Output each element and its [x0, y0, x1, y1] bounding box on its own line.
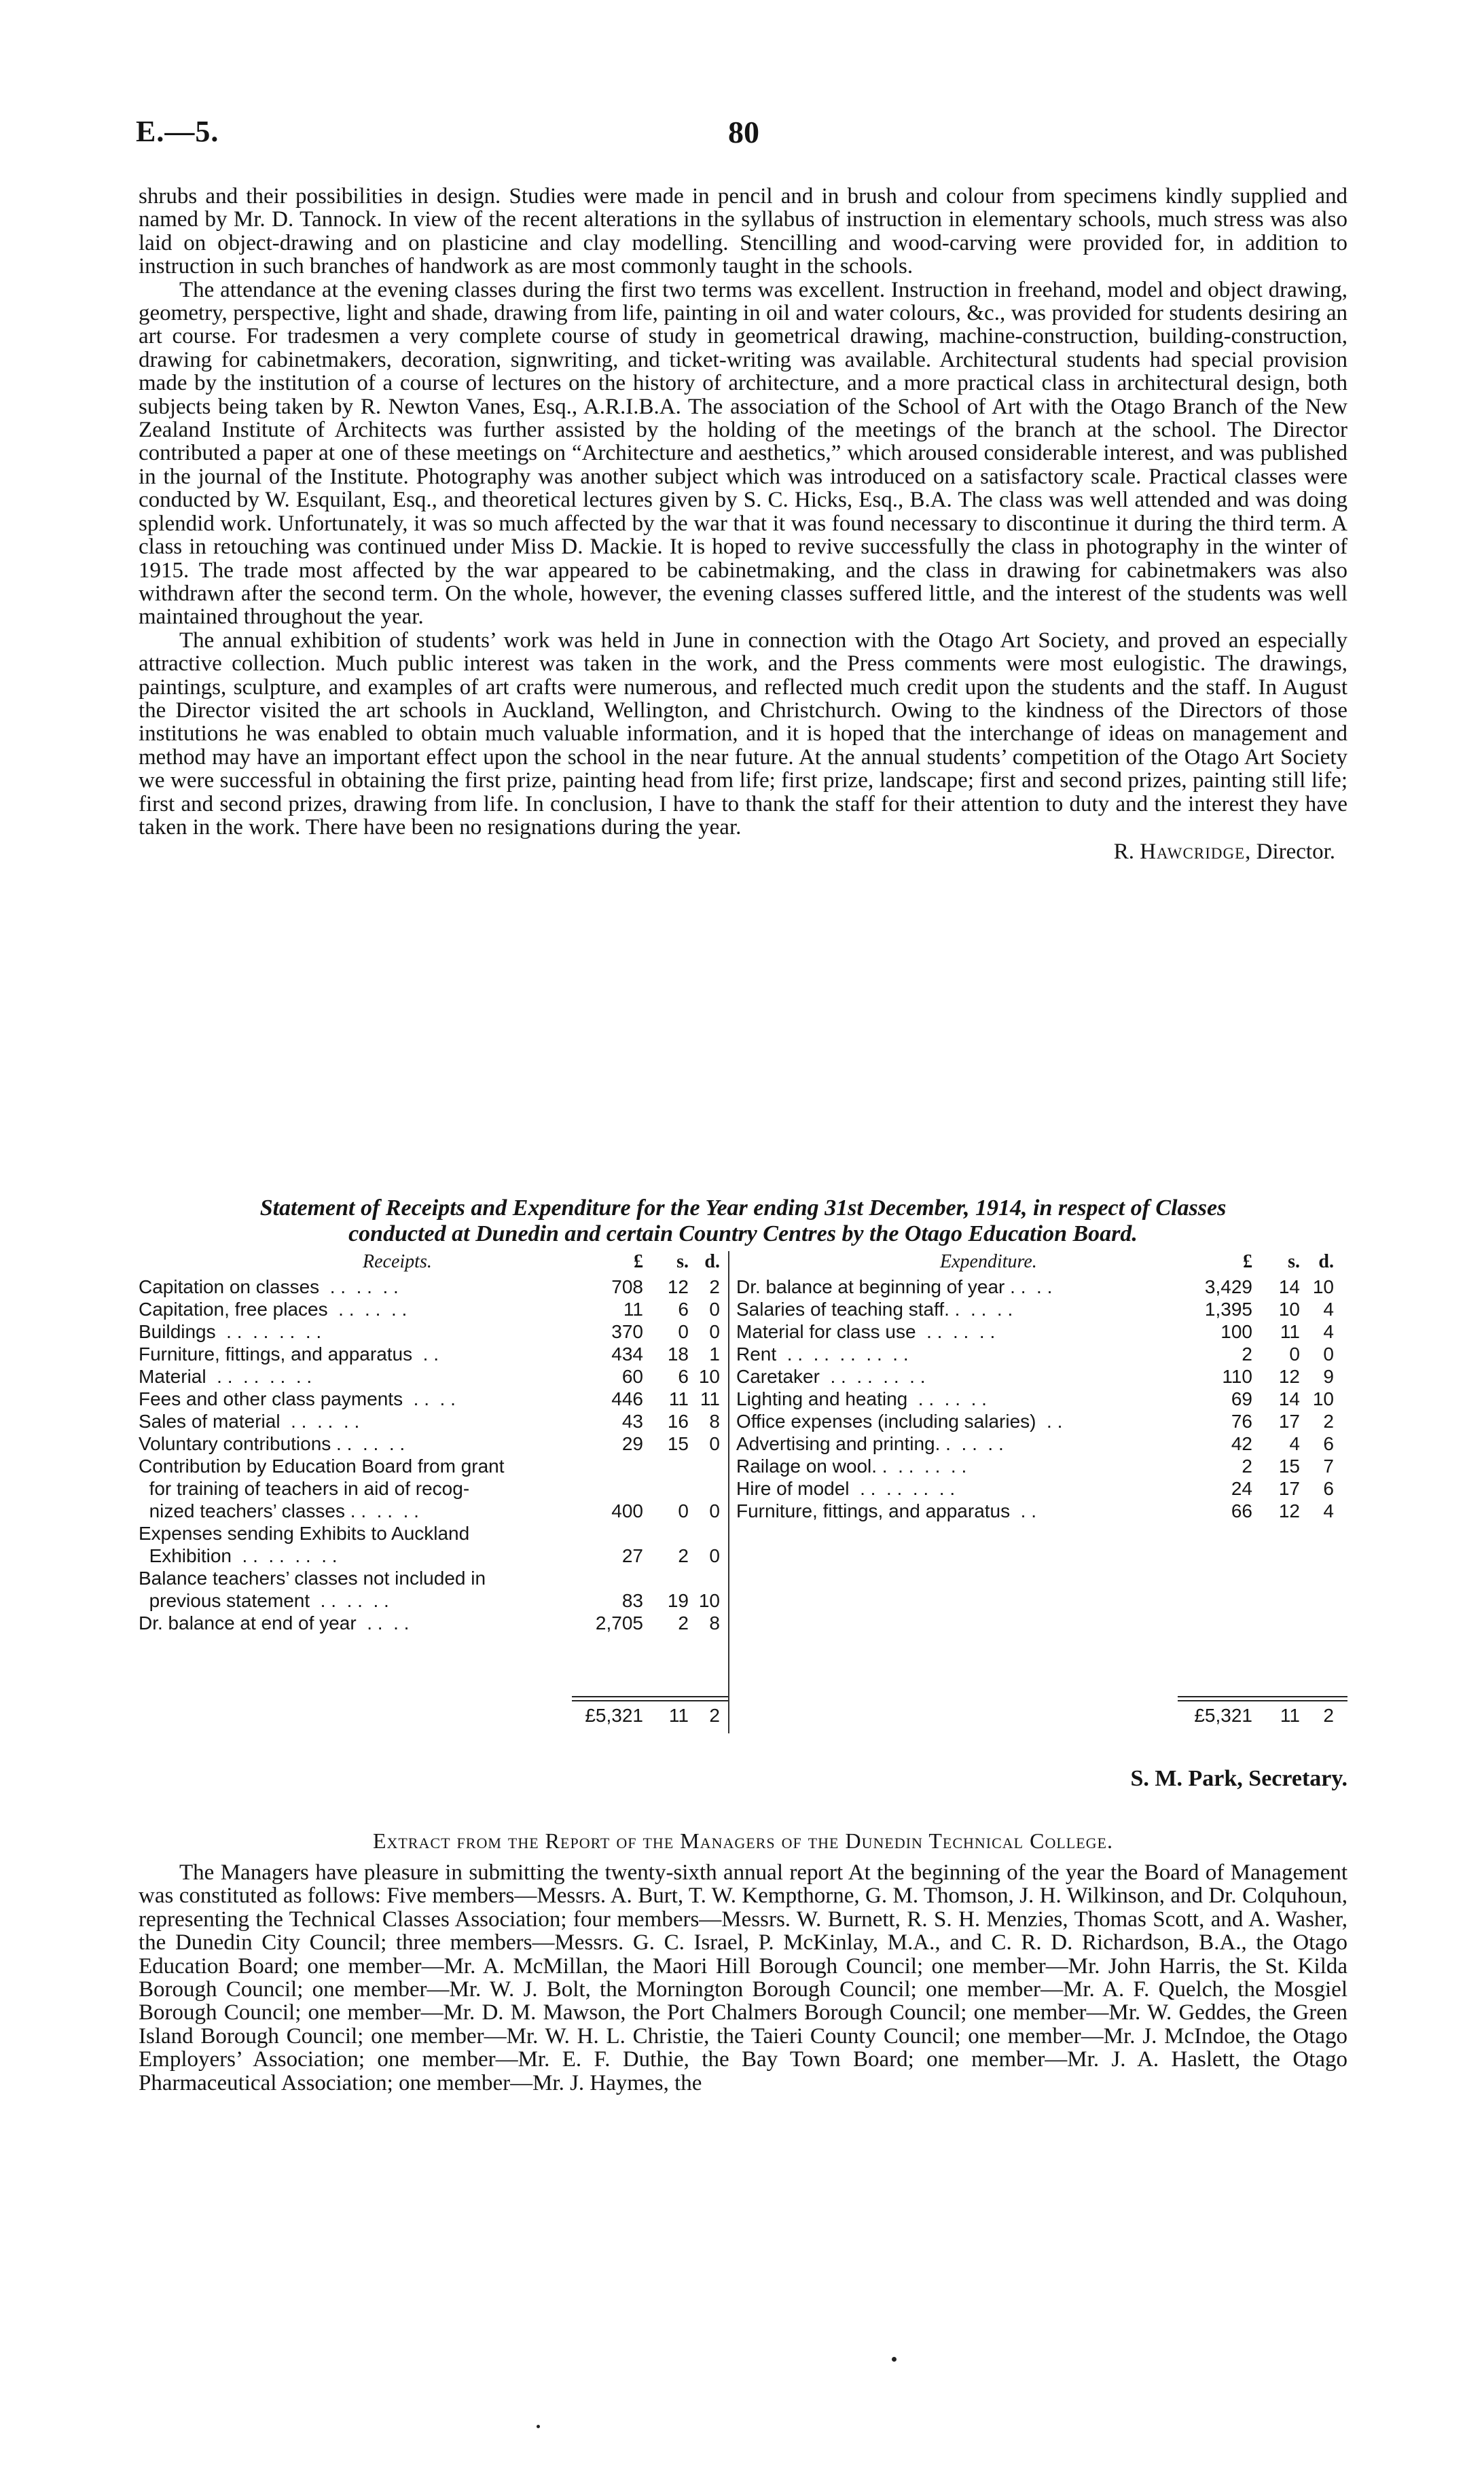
ledger-row	[736, 1477, 1347, 1500]
receipts-expenditure-table	[139, 1251, 1347, 1754]
ledger-row-amount	[1184, 1500, 1347, 1522]
ledger-row-amount	[1184, 1388, 1347, 1410]
amount-shillings: 6	[678, 1366, 689, 1387]
ledger-row-label: Salaries of teaching staff. . . . . .	[736, 1299, 1013, 1320]
amount-pence: 0	[709, 1500, 720, 1521]
ledger-row-label: Advertising and printing. . . . . .	[736, 1433, 1004, 1454]
amount-pence: 0	[709, 1545, 720, 1566]
amount-pence: 4	[1323, 1299, 1334, 1320]
amount-shillings: 0	[1289, 1343, 1300, 1365]
ledger-row-label: Caretaker . . . . . . . .	[736, 1366, 926, 1387]
amount-pounds: 1,395	[1204, 1299, 1252, 1320]
extract-body	[139, 1861, 1347, 2095]
ledger-row-label: Voluntary contributions . . . . . .	[139, 1433, 405, 1454]
amount-shillings: 2	[678, 1612, 689, 1634]
amount-pence: 2	[1323, 1411, 1334, 1432]
ledger-row	[139, 1567, 728, 1612]
receipts-total-pence: 2	[709, 1705, 720, 1726]
shillings-header: s.	[1288, 1251, 1300, 1272]
ledger-row-amount	[565, 1298, 728, 1320]
ledger-row	[139, 1320, 728, 1343]
amount-shillings: 11	[1280, 1321, 1300, 1342]
ledger-row-label: Sales of material . . . . . .	[139, 1411, 360, 1432]
amount-shillings: 15	[1278, 1456, 1300, 1477]
amount-pence: 0	[1323, 1343, 1334, 1365]
amount-shillings: 15	[667, 1433, 689, 1454]
amount-pence: 11	[700, 1388, 720, 1409]
amount-pounds: 66	[1231, 1500, 1252, 1521]
ledger-row-amount	[565, 1365, 728, 1388]
ledger-row-label: Material . . . . . . . .	[139, 1366, 312, 1387]
ledger-row	[139, 1612, 728, 1634]
ledger-row-label: Expenses sending Exhibits to Auckland Exhibition . . . . . . . .	[139, 1523, 470, 1566]
ledger-row-amount	[1184, 1477, 1347, 1500]
amount-pounds: 29	[621, 1433, 643, 1454]
receipts-rows	[139, 1276, 728, 1634]
column-divider	[728, 1251, 729, 1733]
expenditure-heading: Expenditure.	[940, 1251, 1037, 1272]
pounds-header: £	[634, 1251, 643, 1272]
expenditure-total-pence: 2	[1323, 1705, 1334, 1726]
ledger-row	[736, 1320, 1347, 1343]
extract-title	[139, 1828, 1347, 1854]
amount-pounds: 2	[1242, 1456, 1252, 1477]
amount-shillings: 4	[1289, 1433, 1300, 1454]
ledger-row-label: Hire of model . . . . . . . .	[736, 1478, 956, 1499]
ledger-row-label: Office expenses (including salaries) . .	[736, 1411, 1063, 1432]
receipts-total-pounds: £5,321	[585, 1705, 643, 1726]
ledger-row-label: Furniture, fittings, and apparatus . .	[139, 1343, 439, 1365]
statement-title-line-1: Statement of Receipts and Expenditure for the Year ending 31st December, 1914, in respect of Classes	[259, 1195, 1227, 1221]
director-signature	[139, 840, 1347, 863]
page-number: 80	[728, 115, 759, 149]
amount-pence: 10	[1312, 1388, 1334, 1409]
amount-pence: 0	[709, 1321, 720, 1342]
amount-pence: 0	[709, 1299, 720, 1320]
ledger-row-amount	[565, 1432, 728, 1455]
receipts-heading: Receipts.	[363, 1251, 432, 1272]
amount-pence: 9	[1323, 1366, 1334, 1387]
amount-pence: 0	[709, 1433, 720, 1454]
ledger-row-label: Lighting and heating . . . . . .	[736, 1388, 987, 1409]
expenditure-total	[1184, 1705, 1347, 1727]
amount-shillings: 14	[1278, 1388, 1300, 1409]
page-header	[136, 114, 1352, 155]
ledger-row-amount	[565, 1612, 728, 1634]
ledger-row-amount	[565, 1320, 728, 1343]
amount-shillings: 10	[1278, 1299, 1300, 1320]
secretary-role: , Secretary.	[1237, 1766, 1347, 1791]
amount-pounds: 370	[611, 1321, 643, 1342]
amount-shillings: 0	[678, 1321, 689, 1342]
amount-pounds: 2,705	[595, 1612, 643, 1634]
ledger-row-label: Material for class use . . . . . .	[736, 1321, 996, 1342]
expenditure-header	[736, 1251, 1347, 1276]
ledger-row-amount	[565, 1343, 728, 1365]
amount-shillings: 12	[1278, 1500, 1300, 1521]
ledger-row-amount	[565, 1545, 728, 1567]
ledger-row-amount	[565, 1500, 728, 1522]
ledger-row	[139, 1388, 728, 1410]
pence-header: d.	[1318, 1251, 1334, 1272]
pence-header: d.	[704, 1251, 720, 1272]
ledger-row-label: Furniture, fittings, and apparatus . .	[736, 1500, 1037, 1521]
extract-paragraph: The Managers have pleasure in submitting the twenty-sixth annual report At the beginning of the year the Board of Management was constituted as follows: Five members—Messrs. A. Burt, T. W. Kempthorne, G. M. Thomson, J. H. Wilkinson, and Dr. Colquhoun, representing the Technical Classes Association; four members—Messrs. W. Burnett, R. S. H. Menzies, Thomas Scott, and A. Washer, the Dunedin City Council; three members—Messrs. G. C. Israel, P. McKinlay, M.A., and C. R. D. Richardson, B.A., the Otago Education Board; one member—Mr. A. McMillan, the Maori Hill Borough Council; one member—Mr. John Harris, the St. Kilda Borough Council; one member—Mr. W. J. Bolt, the Mornington Borough Council; one member—Mr. A. F. Quelch, the Mosgiel Borough Council; one member—Mr. D. M. Mawson, the Port Chalmers Borough Council; one member—Mr. W. Geddes, the Green Island Borough Council; one member—Mr. W. H. L. Christie, the Taieri County Council; one member—Mr. J. McIndoe, the Otago Employers’ Association; one member—Mr. E. F. Duthie, the Bay Town Board; one member—Mr. J. A. Haslett, the Otago Pharmaceutical Association; one member—Mr. J. Haymes, the	[139, 1860, 1347, 2095]
ledger-row-label: Fees and other class payments . . . .	[139, 1388, 456, 1409]
amount-pence: 2	[709, 1276, 720, 1297]
ledger-row	[139, 1410, 728, 1432]
amount-pence: 4	[1323, 1321, 1334, 1342]
amount-pence: 4	[1323, 1500, 1334, 1521]
ledger-row	[139, 1455, 728, 1522]
ledger-row-amount	[1184, 1365, 1347, 1388]
expenditure-total-pounds: £5,321	[1194, 1705, 1252, 1726]
expenditure-rows	[736, 1276, 1347, 1522]
amount-pounds: 43	[621, 1411, 643, 1432]
ledger-row-label: Rent . . . . . . . . . .	[736, 1343, 909, 1365]
amount-pence: 10	[698, 1590, 720, 1611]
amount-shillings: 16	[667, 1411, 689, 1432]
ledger-row-label: Capitation on classes . . . . . .	[139, 1276, 399, 1297]
ledger-row	[736, 1343, 1347, 1365]
ledger-row-label: Contribution by Education Board from grant for training of teachers in aid of recog- nized teachers’ classes . . . . . .	[139, 1456, 505, 1521]
amount-pounds: 2	[1242, 1343, 1252, 1365]
amount-shillings: 6	[678, 1299, 689, 1320]
amount-pence: 8	[709, 1612, 720, 1634]
ledger-row-label: Capitation, free places . . . . . .	[139, 1299, 408, 1320]
ledger-row	[736, 1500, 1347, 1522]
ledger-row	[139, 1522, 728, 1567]
ledger-row	[139, 1432, 728, 1455]
report-body	[139, 185, 1347, 864]
amount-pounds: 3,429	[1204, 1276, 1252, 1297]
ledger-row	[736, 1432, 1347, 1455]
receipts-header	[139, 1251, 728, 1276]
amount-pounds: 110	[1222, 1366, 1252, 1387]
amount-pounds: 446	[611, 1388, 643, 1409]
amount-pounds: 24	[1231, 1478, 1252, 1499]
paragraph-2: The attendance at the evening classes during the first two terms was excellent. Instruction in freehand, model and object drawing, geometry, perspective, light and shade, drawing from life, painting in oil and water colours, &c., was provided for students desiring an art course. For tradesmen a very complete course of study in geometrical drawing, machine-construction, building-construction, drawing for cabinetmakers, decoration, signwriting, and ticket-writing was available. Architectural students had special provision made by the institution of a course of lectures on the history of architecture, and a more practical class in architectural design, both subjects being taken by R. Newton Vanes, Esq., A.R.I.B.A. The association of the School of Art with the Otago Branch of the New Zealand Institute of Architects was further assisted by the holding of the meetings of the branch at the school. The Director contributed a paper at one of these meetings on “Architecture and aesthetics,” which aroused considerable interest, and was published in the journal of the Institute. Photography was another subject which was introduced on a satisfactory scale. Practical classes were conducted by W. Esquilant, Esq., and theoretical lectures given by S. C. Hicks, Esq., B.A. The class was well attended and was doing splendid work. Unfortunately, it was so much affected by the war that it was found necessary to discontinue it during the third term. A class in retouching was continued under Miss D. Mackie. It is hoped to revive successfully the class in photography in the winter of 1915. The trade most affected by the war appeared to be cabinetmaking, and the class in drawing for cabinetmakers was also withdrawn after the second term. On the whole, however, the evening classes suffered little, and the interest of the students was well maintained throughout the year.	[139, 277, 1347, 630]
shillings-header: s.	[676, 1251, 689, 1272]
ledger-row-amount	[1184, 1343, 1347, 1365]
ledger-row-label: Dr. balance at beginning of year . . . .	[736, 1276, 1053, 1297]
ink-speck	[892, 2357, 897, 2362]
amount-pence: 10	[698, 1366, 720, 1387]
ledger-row	[139, 1276, 728, 1298]
ledger-row-amount	[1184, 1276, 1347, 1298]
ledger-row-amount	[1184, 1320, 1347, 1343]
receipts-total-shillings: 11	[668, 1705, 689, 1726]
ledger-row	[736, 1388, 1347, 1410]
secretary-signature	[985, 1766, 1347, 1792]
ledger-row	[736, 1410, 1347, 1432]
ledger-row-amount	[1184, 1432, 1347, 1455]
ledger-row-amount	[565, 1589, 728, 1612]
amount-shillings: 2	[678, 1545, 689, 1566]
receipts-total-rule	[572, 1696, 728, 1701]
amount-shillings: 14	[1278, 1276, 1300, 1297]
amount-shillings: 19	[667, 1590, 689, 1611]
amount-shillings: 11	[668, 1388, 689, 1409]
receipts-column	[139, 1251, 728, 1726]
director-name: Hawcridge	[1140, 840, 1246, 865]
ledger-row	[736, 1298, 1347, 1320]
amount-pounds: 434	[611, 1343, 643, 1365]
ledger-row-amount	[1184, 1455, 1347, 1477]
ledger-row	[139, 1343, 728, 1365]
ledger-row-label: Dr. balance at end of year . . . .	[139, 1612, 410, 1634]
amount-pounds: 708	[611, 1276, 643, 1297]
director-initial: R.	[1113, 840, 1134, 865]
pounds-header: £	[1243, 1251, 1252, 1272]
ledger-row-label: Balance teachers’ classes not included in previous statement . . . . . .	[139, 1568, 486, 1611]
amount-shillings: 12	[1278, 1366, 1300, 1387]
amount-pounds: 76	[1231, 1411, 1252, 1432]
amount-pence: 7	[1323, 1456, 1334, 1477]
amount-pence: 10	[1312, 1276, 1334, 1297]
amount-pence: 6	[1323, 1433, 1334, 1454]
ledger-row-label: Buildings . . . . . . . .	[139, 1321, 322, 1342]
secretary-name: S. M. Park	[1130, 1766, 1237, 1791]
amount-pounds: 27	[621, 1545, 643, 1566]
amount-shillings: 17	[1278, 1478, 1300, 1499]
amount-shillings: 17	[1278, 1411, 1300, 1432]
statement-title-line-2: conducted at Dunedin and certain Country Centres by the Otago Education Board.	[348, 1221, 1138, 1246]
receipts-total	[565, 1705, 728, 1727]
ledger-row	[736, 1276, 1347, 1298]
amount-pounds: 100	[1220, 1321, 1252, 1342]
ledger-row-amount	[565, 1410, 728, 1432]
amount-pence: 1	[709, 1343, 720, 1365]
amount-shillings: 0	[678, 1500, 689, 1521]
page-id: E.—5.	[136, 115, 219, 148]
paragraph-1: shrubs and their possibilities in design. Studies were made in pencil and in brush and colour from specimens kindly supplied and named by Mr. D. Tannock. In view of the recent alterations in the syllabus of instruction in elementary schools, much stress was also laid on object-drawing and on plasticine and clay modelling. Stencilling and wood-carving were provided for, in addition to instruction in such branches of handwork as are most commonly taught in the schools.	[139, 184, 1347, 279]
paragraph-3: The annual exhibition of students’ work was held in June in connection with the Otago Art Society, and proved an especially attractive collection. Much public interest was taken in the work, and the Press comments were most eulogistic. The drawings, paintings, sculpture, and examples of art crafts were numerous, and reflected much credit upon the students and the staff. In August the Director visited the art schools in Auckland, Wellington, and Christchurch. Owing to the kindness of the Directors of those institutions he was enabled to obtain much valuable information, and it is hoped that the interchange of ideas on management and method may have an important effect upon the school in the near future. At the annual students’ competition of the Otago Art Society we were successful in obtaining the first prize, painting head from life; first prize, landscape; first and second prizes, painting still life; first and second prizes, drawing from life. In conclusion, I have to thank the staff for their attention to duty and the interest they have taken in the work. There have been no resignations during the year.	[139, 628, 1347, 840]
ledger-row	[736, 1365, 1347, 1388]
expenditure-column	[736, 1251, 1347, 1726]
expenditure-total-rule	[1178, 1696, 1347, 1701]
ledger-row-label: Railage on wool. . . . . . . .	[736, 1456, 967, 1477]
ledger-row-amount	[1184, 1298, 1347, 1320]
ledger-row-amount	[1184, 1410, 1347, 1432]
expenditure-total-shillings: 11	[1280, 1705, 1300, 1726]
amount-shillings: 18	[667, 1343, 689, 1365]
amount-pence: 6	[1323, 1478, 1334, 1499]
amount-pounds: 400	[611, 1500, 643, 1521]
amount-pounds: 42	[1231, 1433, 1252, 1454]
extract-title-text: Extract from the Report of the Managers of the Dunedin Technical College.	[373, 1828, 1113, 1853]
amount-pounds: 60	[621, 1366, 643, 1387]
ledger-row-amount	[565, 1276, 728, 1298]
amount-pence: 8	[709, 1411, 720, 1432]
ledger-row-amount	[565, 1388, 728, 1410]
ink-speck	[537, 2425, 540, 2428]
amount-pounds: 11	[623, 1299, 643, 1320]
ledger-row	[139, 1298, 728, 1320]
ledger-row	[139, 1365, 728, 1388]
ledger-row	[736, 1455, 1347, 1477]
director-role: , Director.	[1245, 840, 1335, 865]
amount-pounds: 83	[621, 1590, 643, 1611]
amount-pounds: 69	[1231, 1388, 1252, 1409]
amount-shillings: 12	[667, 1276, 689, 1297]
statement-title	[139, 1195, 1347, 1247]
